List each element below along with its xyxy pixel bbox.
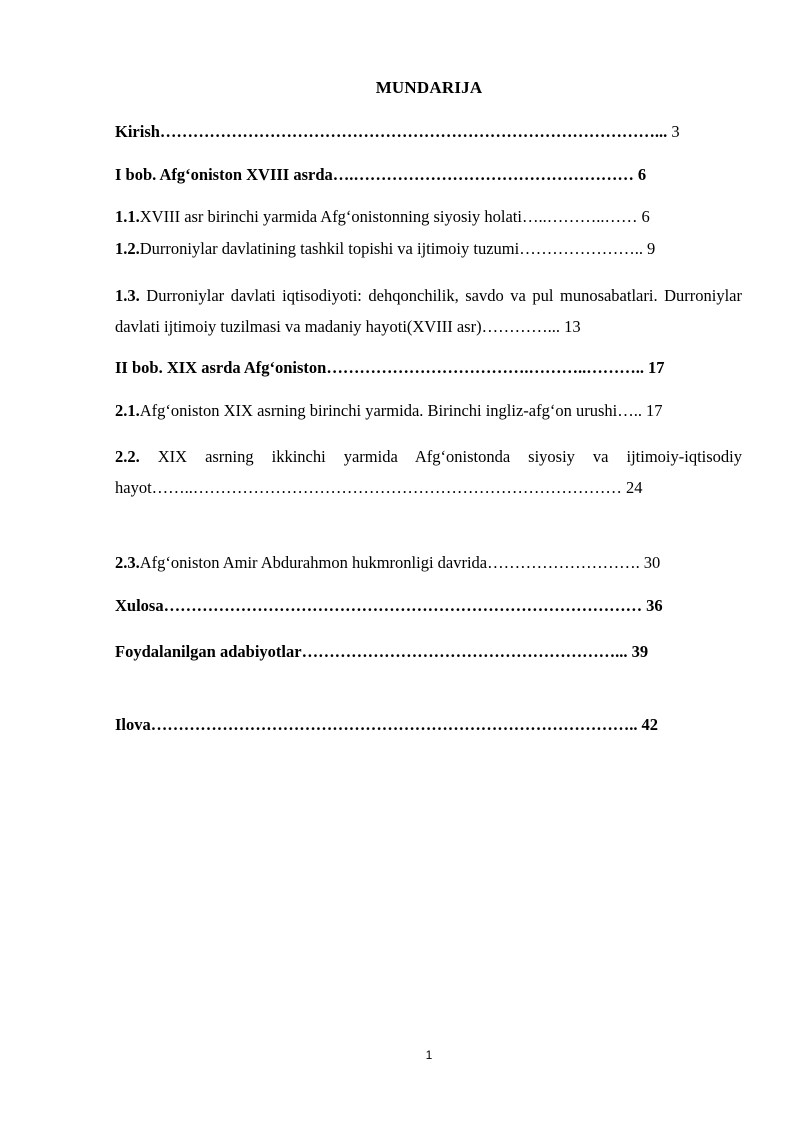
page-title: MUNDARIJA bbox=[375, 78, 483, 97]
toc-entry-2-3[interactable] bbox=[115, 549, 742, 577]
toc-entry-text: XVIII asr birinchi yarmida Afg‘onistonning siyosiy holati…..………..…… bbox=[139, 207, 638, 226]
toc-section-number: 2.3. bbox=[115, 553, 140, 572]
toc-entry-text: Kirish………………………………………………………………………………... bbox=[115, 122, 668, 141]
toc-entry-2-1[interactable] bbox=[115, 397, 742, 425]
toc-entry-text: Afg‘oniston Amir Abdurahmon hukmronligi davrida………………………. bbox=[139, 553, 640, 572]
toc-page-number: 6 bbox=[637, 165, 647, 184]
toc-page-number: 9 bbox=[646, 239, 656, 258]
toc-page-number: 24 bbox=[626, 478, 643, 497]
toc-entry-text: I bob. Afg‘oniston XVIII asrda….…………………………………………… bbox=[115, 165, 634, 184]
toc-entry-text: Foydalanilgan adabiyotlar…………………………………………………... bbox=[115, 642, 632, 661]
footer-page-number: 1 bbox=[425, 1048, 433, 1062]
toc-entry-text: Xulosa…………………………………………………………………………… bbox=[115, 596, 643, 615]
toc-page-number: 17 bbox=[646, 401, 663, 420]
toc-entry-1-2[interactable] bbox=[115, 235, 742, 263]
toc-entry-chapter-1[interactable] bbox=[115, 161, 742, 189]
toc-entry-bibliography[interactable] bbox=[115, 636, 742, 668]
toc-entry-text: Durroniylar davlatining tashkil topishi va ijtimoiy tuzumi………………….. bbox=[139, 239, 643, 258]
toc-entry-ilova[interactable] bbox=[115, 711, 742, 739]
toc-entry-text: II bob. XIX asrda Afg‘oniston……………………………….………..……….. bbox=[115, 358, 644, 377]
toc-section-number: 1.3. bbox=[115, 286, 140, 305]
toc-page-number: 42 bbox=[641, 715, 659, 734]
toc-entry-xulosa[interactable] bbox=[115, 592, 742, 620]
toc-entry-chapter-2[interactable] bbox=[115, 354, 742, 382]
toc-entry-text: Afg‘oniston XIX asrning birinchi yarmida. Birinchi ingliz-afg‘on urushi….. bbox=[139, 401, 642, 420]
toc-section-number: 2.2. bbox=[115, 447, 140, 466]
toc-page-number: 13 bbox=[564, 317, 581, 336]
toc-section-number: 1.2. bbox=[115, 239, 140, 258]
toc-entry-2-2[interactable] bbox=[115, 441, 742, 503]
toc-entry-1-3[interactable] bbox=[115, 280, 742, 342]
toc-entry-text: Ilova…………………………………………………………………………….. bbox=[115, 715, 638, 734]
toc-entry-kirish[interactable] bbox=[115, 118, 742, 146]
toc-page-number: 36 bbox=[646, 596, 663, 615]
toc-page-number: 6 bbox=[641, 207, 650, 226]
toc-entry-text: Durroniylar davlati iqtisodiyoti: dehqonchilik, savdo va pul munosabatlari. Durroniylar davlati ijtimoiy tuzilmasi va madaniy hayoti(XVIII asr)…………... bbox=[115, 286, 742, 336]
toc-page-number: 3 bbox=[671, 122, 680, 141]
toc-entry-text: XIX asrning ikkinchi yarmida Afg‘onistonda siyosiy va ijtimoiy-iqtisodiy hayot……..…………………………………………………………………… bbox=[115, 447, 742, 497]
toc-section-number: 2.1. bbox=[115, 401, 140, 420]
toc-page-number: 30 bbox=[643, 553, 661, 572]
toc-section-number: 1.1. bbox=[115, 207, 140, 226]
toc-page-number: 17 bbox=[647, 358, 665, 377]
toc-entry-1-1[interactable] bbox=[115, 203, 742, 231]
toc-page-number: 39 bbox=[631, 642, 649, 661]
